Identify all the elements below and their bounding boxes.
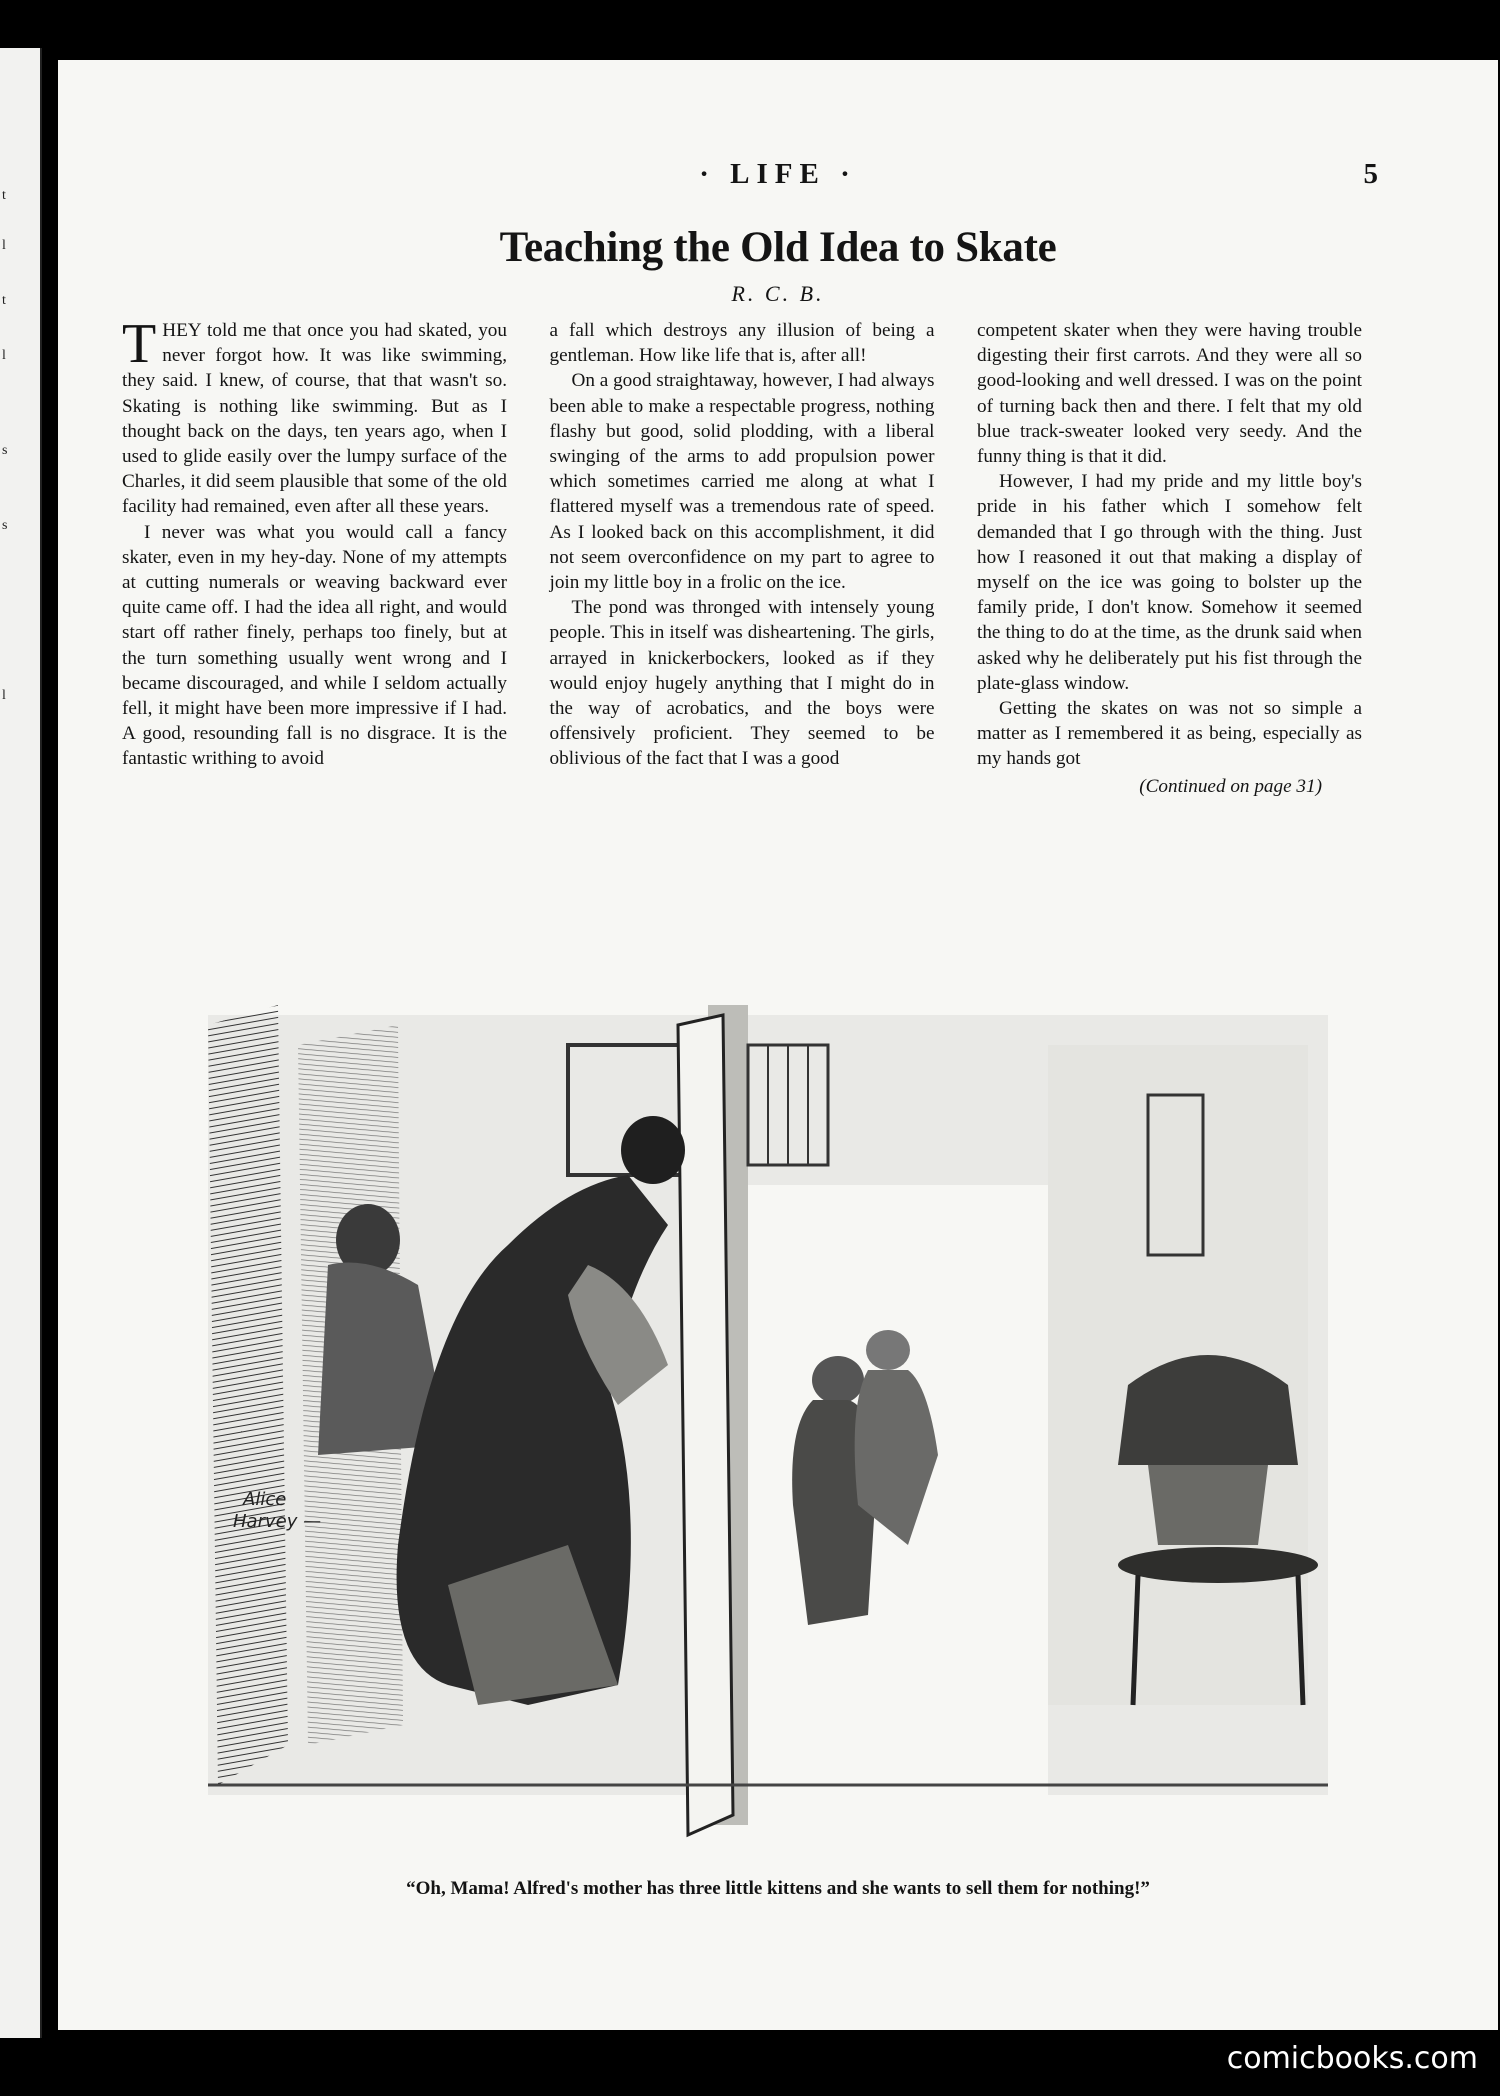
running-header [58, 158, 1498, 194]
drop-cap: T [122, 313, 157, 375]
woman-figure [621, 1116, 685, 1184]
illustration [148, 985, 1358, 1855]
facing-page-fragment: t [2, 188, 6, 203]
article-byline: R. C. B. [731, 281, 825, 306]
column-3 [977, 318, 1362, 978]
magazine-page [58, 60, 1498, 2030]
paragraph: a fall which destroys any illusion of being a gentleman. How like life that is, after all! [549, 320, 935, 367]
curtain-left [208, 1005, 288, 1785]
door [678, 1015, 733, 1835]
column-1 [122, 313, 507, 978]
article-title: Teaching the Old Idea to Skate [499, 224, 1057, 271]
paragraph: I never was what you would call a fancy skater, even in my hey-day. None of my attempts at cutting numerals or weaving backward ever quite came off. I had the idea all right, and would start off rather finely, perhaps too finely, but at the turn something usually went wrong and I became discouraged, and while I seldom actually fell, it might have been more impressive if I had. A good, resounding fall is no disgrace. It is the fantastic writhing to avoid [122, 521, 507, 770]
paragraph: On a good straightaway, however, I had always been able to make a respectable progress, nothing flashy but good, solid plodding, with a liberal swinging of the arms to add propulsion power which sometimes carried me along at what I flattered myself was a tremendous rate of speed. As I looked back on this accomplishment, it did not seem overconfidence on my part to agree to join my little boy in a frolic on the ice. [549, 370, 935, 594]
illustration-caption: “Oh, Mama! Alfred's mother has three little kittens and she wants to sell them for nothing!” [406, 1878, 1150, 1899]
paragraph: Getting the skates on was not so simple a matter as I remembered it as being, especially as my hands got [977, 698, 1362, 770]
page-number: 5 [1363, 158, 1378, 190]
facing-page-edge [0, 48, 42, 2038]
article-body [122, 313, 1362, 978]
side-table [1118, 1547, 1318, 1583]
paragraph: However, I had my pride and my little boy's pride in his father which I somehow felt demanded that I go through with the thing. Just how I reasoned it out that making a display of myself on the ice was going to bolster up the family pride, I don't know. Somehow it seemed the thing to do at the time, as the drunk said when asked why he deliberately put his fist through the plate-glass window. [977, 471, 1362, 694]
paragraph: THEY told me that once you had skated, you never forgot how. It was like swimming, they said. I knew, of course, that that wasn't so. Skating is nothing like swimming. But as I thought back on the days, ten years ago, when I used to glide easily over the lumpy surface of the Charles, it did seem plausible that some of the old facility had remained, even after all these years. [122, 313, 507, 518]
paragraph: The pond was thronged with intensely young people. This in itself was disheartening. The girls, arrayed in knickerbockers, looked as if they would enjoy hugely anything that I might do in the way of acrobatics, and the boys were offensively proficient. They seemed to be oblivious of the fact that I was a good [549, 597, 935, 770]
facing-page-fragment: s [2, 443, 8, 458]
running-title: · LIFE · [699, 158, 857, 190]
watermark: comicbooks.com [1226, 2041, 1478, 2076]
column-2 [550, 318, 935, 978]
facing-page-fragment: t [2, 293, 6, 308]
child-figure [812, 1356, 864, 1404]
facing-page-fragment: l [2, 688, 6, 703]
artist-signature: Alice [243, 1489, 287, 1510]
facing-page-fragment: l [2, 348, 6, 363]
facing-page-fragment: l [2, 238, 6, 253]
continued-note: (Continued on page 31) [1139, 775, 1322, 797]
paragraph: competent skater when they were having trouble digesting their first carrots. And they were all so good-looking and well dressed. I was on the point of turning back then and there. I felt that my old blue track-sweater looked very seedy. And the funny thing is that it did. [977, 320, 1362, 468]
svg-text:Harvey —: Harvey — [233, 1511, 322, 1532]
facing-page-fragment: s [2, 518, 8, 533]
